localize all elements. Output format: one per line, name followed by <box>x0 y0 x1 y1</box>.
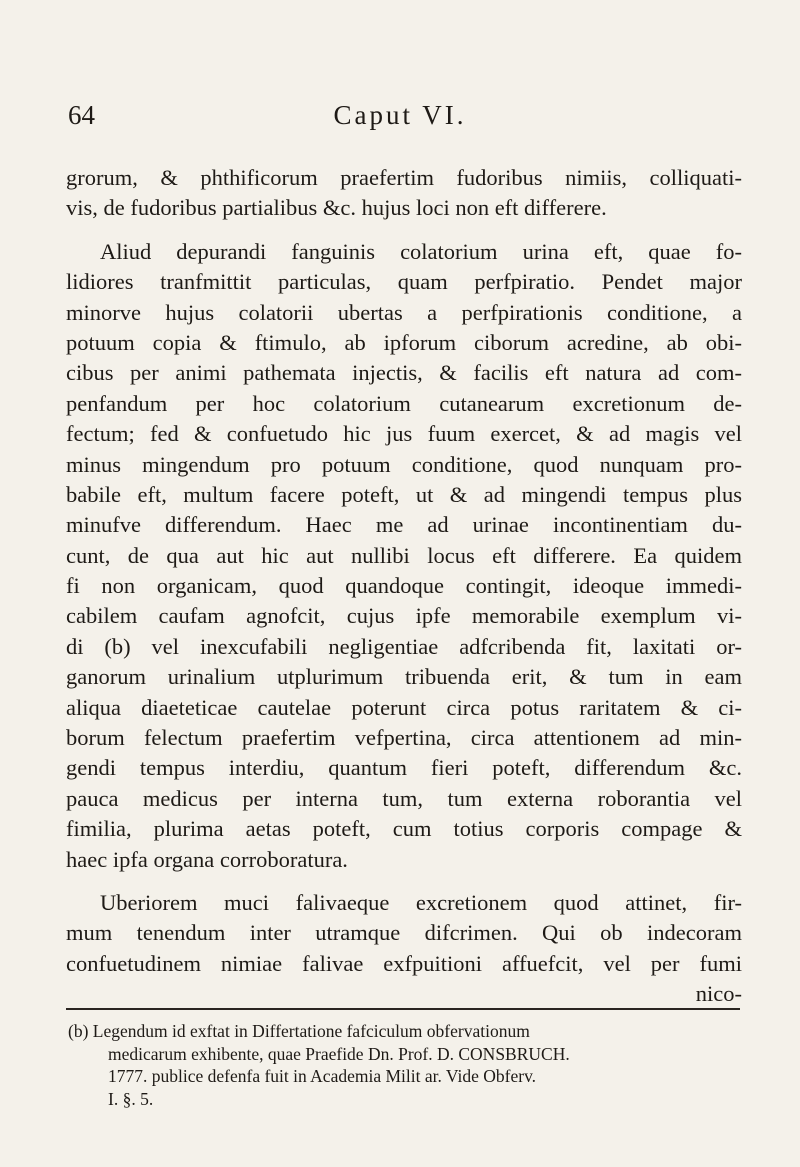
page-number: 64 <box>68 100 95 130</box>
catchword: nico- <box>695 981 742 1007</box>
text-line: vis, de fudoribus partialibus &c. hujus loci non eft differere. <box>66 195 607 221</box>
running-head: Caput VI. <box>333 100 467 130</box>
body-text <box>66 163 742 1023</box>
page-header <box>0 100 800 140</box>
footnote <box>68 1020 738 1110</box>
footnote-rule <box>66 1008 740 1010</box>
text-line: pauca medicus per interna tum, tum externa roborantia vel <box>66 785 742 811</box>
footnote-line: I. §. 5. <box>108 1088 154 1109</box>
text-line: lidiores tranfmittit particulas, quam perfpiratio. Pendet major <box>66 269 742 295</box>
paragraph <box>66 163 742 224</box>
text-line: fectum; fed & confuetudo hic jus fuum exercet, & ad magis vel <box>66 421 742 447</box>
text-line: di (b) vel inexcufabili negligentiae adfcribenda fit, laxitati or- <box>66 633 742 659</box>
paragraph <box>66 237 742 875</box>
paragraph <box>66 888 742 1010</box>
footnote-line: 1777. publice defenfa fuit in Academia Milit ar. Vide Obferv. <box>108 1066 537 1086</box>
text-line: mum tenendum inter utramque difcrimen. Qui ob indecoram <box>66 920 742 946</box>
text-line: minufve differendum. Haec me ad urinae incontinentiam du- <box>66 512 742 538</box>
text-line: grorum, & phthificorum praefertim fudoribus nimiis, colliquati- <box>66 165 742 190</box>
text-line: gendi tempus interdiu, quantum fieri poteft, differendum &c. <box>66 755 742 781</box>
footnote-line: (b) Legendum id exftat in Differtatione fafciculum obfervationum <box>68 1021 530 1041</box>
text-line: potuum copia & ftimulo, ab ipforum ciborum acredine, ab obi- <box>66 329 742 355</box>
text-line: cunt, de qua aut hic aut nullibi locus eft differere. Ea quidem <box>66 542 742 568</box>
text-line: confuetudinem nimiae falivae exfpuitioni affuefcit, vel per fumi <box>66 950 742 976</box>
text-line: minorve hujus colatorii ubertas a perfpirationis conditione, a <box>66 299 742 325</box>
text-line: cibus per animi pathemata injectis, & facilis eft natura ad com- <box>66 360 742 386</box>
text-line: ganorum urinalium utplurimum tribuenda erit, & tum in eam <box>66 664 742 690</box>
text-line: borum felectum praefertim vefpertina, circa attentionem ad min- <box>66 725 742 751</box>
text-line: penfandum per hoc colatorium cutanearum excretionum de- <box>66 390 742 416</box>
text-line: Aliud depurandi fanguinis colatorium urina eft, quae fo- <box>100 238 742 264</box>
footnote-line: medicarum exhibente, quae Praefide Dn. Prof. D. CONSBRUCH. <box>108 1043 570 1064</box>
text-line: fimilia, plurima aetas poteft, cum totius corporis compage & <box>66 816 742 842</box>
text-line: Uberiorem muci falivaeque excretionem quod attinet, fir- <box>100 889 742 915</box>
text-line: minus mingendum pro potuum conditione, quod nunquam pro- <box>66 451 742 477</box>
text-line: fi non organicam, quod quandoque contingit, ideoque immedi- <box>66 573 742 599</box>
text-line: babile eft, multum facere poteft, ut & ad mingendi tempus plus <box>66 481 742 507</box>
text-line: haec ipfa organa corroboratura. <box>66 846 348 872</box>
text-line: aliqua diaeteticae cautelae poterunt circa potus raritatem & ci- <box>66 694 742 720</box>
text-line: cabilem caufam agnofcit, cujus ipfe memorabile exemplum vi- <box>66 603 742 629</box>
